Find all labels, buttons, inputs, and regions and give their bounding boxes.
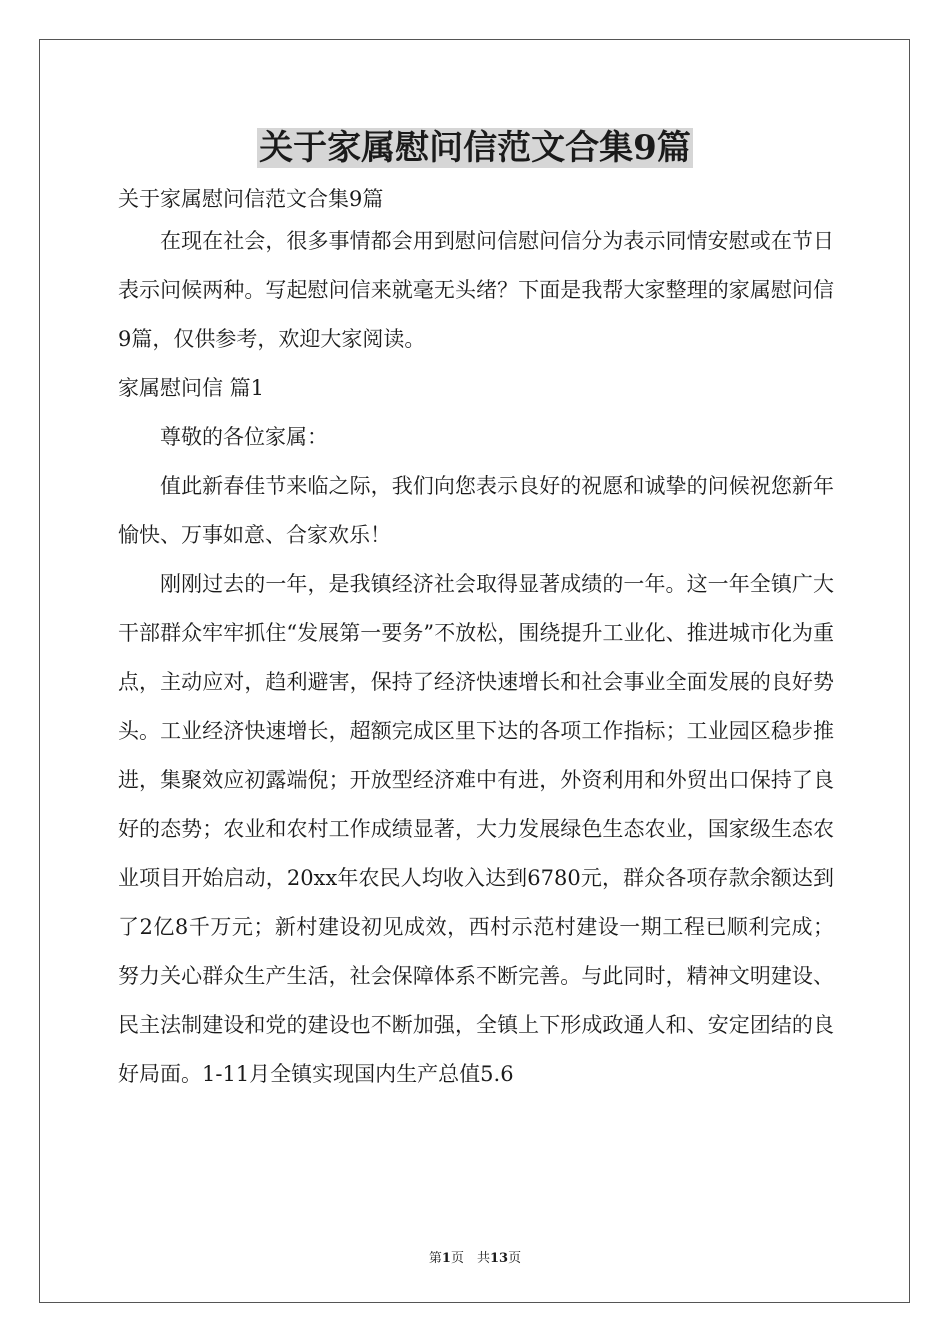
footer-total-pages: 13 xyxy=(489,1251,509,1266)
document-title xyxy=(0,126,950,170)
footer-page-suffix: 页 xyxy=(508,1251,522,1266)
page-footer xyxy=(0,1250,950,1268)
document-subtitle: 关于家属慰问信范文合集9篇 xyxy=(118,187,384,211)
footer-page-number: 1 xyxy=(441,1251,451,1266)
footer-page-middle: 页 共 xyxy=(450,1251,490,1266)
intro-paragraph: 在现在社会，很多事情都会用到慰问信慰问信分为表示同情安慰或在节日表示问候两种。写起慰问信来就毫无头绪？下面是我帮大家整理的家属慰问信9篇，仅供参考，欢迎大家阅读。 xyxy=(118,229,834,351)
document-body xyxy=(118,181,834,1099)
document-title-text: 关于家属慰问信范文合集9篇 xyxy=(259,128,691,168)
body-paragraph-2: 刚刚过去的一年，是我镇经济社会取得显著成绩的一年。这一年全镇广大干部群众牢牢抓住“发展第一要务”不放松，围绕提升工业化、推进城市化为重点，主动应对，趋利避害，保持了经济快速增长和社会事业全面发展的良好势头。工业经济快速增长，超额完成区里下达的各项工作指标；工业园区稳步推进，集聚效应初露端倪；开放型经济难中有进，外资利用和外贸出口保持了良好的态势；农业和农村工作成绩显著，大力发展绿色生态农业，国家级生态农业项目开始启动，20xx年农民人均收入达到6780元，群众各项存款余额达到了2亿8千万元；新村建设初见成效，西村示范村建设一期工程已顺利完成；努力关心群众生产生活，社会保障体系不断完善。与此同时，精神文明建设、民主法制建设和党的建设也不断加强，全镇上下形成政通人和、安定团结的良好局面。1-11月全镇实现国内生产总值5.6 xyxy=(118,572,834,1086)
body-paragraph-1: 值此新春佳节来临之际，我们向您表示良好的祝愿和诚挚的问候祝您新年愉快、万事如意、合家欢乐！ xyxy=(118,474,834,547)
salutation: 尊敬的各位家属： xyxy=(160,425,328,449)
section-heading: 家属慰问信 篇1 xyxy=(118,376,265,400)
footer-page-prefix: 第 xyxy=(428,1251,442,1266)
